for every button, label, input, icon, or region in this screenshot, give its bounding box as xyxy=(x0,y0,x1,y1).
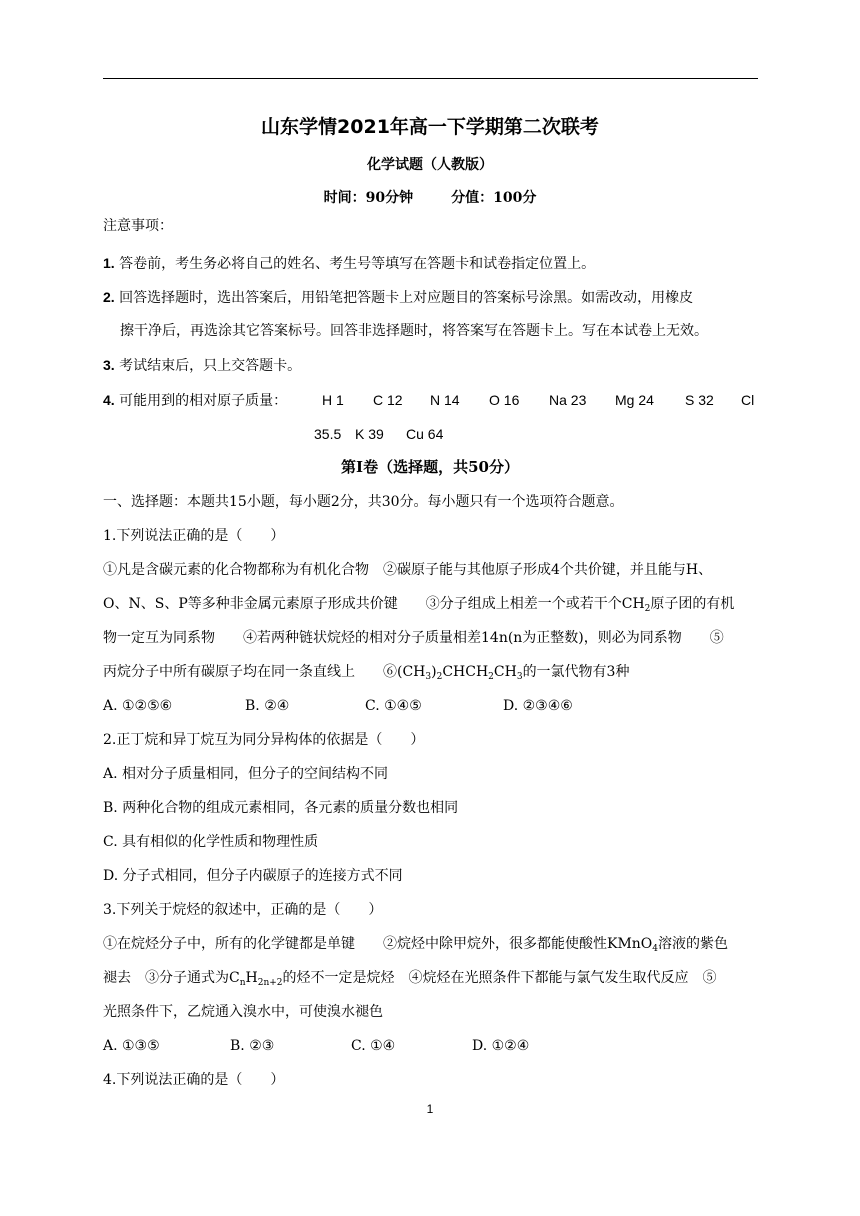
text-run: ) xyxy=(431,664,437,680)
note-1-text: 答卷前，考生务必将自己的姓名、考生号等填写在答题卡和试卷指定位置上。 xyxy=(119,256,596,272)
atomic-mass: Mg 24 xyxy=(615,392,654,408)
option-c: C. ①④ xyxy=(351,1038,396,1054)
question-1-line-2 xyxy=(103,595,734,613)
atomic-mass: S 32 xyxy=(685,392,714,408)
question-3-line-1 xyxy=(103,935,728,953)
text-run: 原子团的有机 xyxy=(650,596,735,612)
text-run: 褪去 ③分子通式为C xyxy=(103,970,240,986)
question-3-options xyxy=(103,1037,529,1055)
subscript: 2 xyxy=(488,672,494,682)
question-1-stem: 1.下列说法正确的是（ ） xyxy=(103,528,285,544)
atomic-mass: Cl xyxy=(741,392,755,408)
note-2-continued: 擦干净后，再选涂其它答案标号。回答非选择题时，将答案写在答题卡上。写在本试卷上无效。 xyxy=(120,323,708,339)
subscript: n xyxy=(239,978,246,988)
question-2-option-c: C. 具有相似的化学性质和物理性质 xyxy=(103,834,319,850)
question-2-option-d: D. 分子式相同，但分子内碳原子的连接方式不同 xyxy=(103,868,403,884)
subscript: 3 xyxy=(425,672,432,682)
text-run: CH xyxy=(493,664,517,680)
atomic-mass: Na 23 xyxy=(549,392,587,408)
text-run: O、N、S、P等多种非金属元素原子形成共价键 ③分子组成上相差一个或若干个CH xyxy=(103,596,645,612)
subscript: 2 xyxy=(644,604,651,614)
option-d: D. ②③④⑥ xyxy=(503,698,573,714)
note-3-number: 3. xyxy=(103,357,115,373)
notes-heading: 注意事项： xyxy=(103,218,173,234)
atomic-mass-row-1 xyxy=(322,391,754,409)
question-3-line-3: 光照条件下，乙烷通入溴水中，可使溴水褪色 xyxy=(103,1004,383,1020)
note-4-number: 4. xyxy=(103,392,115,408)
atomic-mass: K 39 xyxy=(355,426,384,442)
question-2-option-a: A. 相对分子质量相同，但分子的空间结构不同 xyxy=(103,766,389,782)
text-run: H xyxy=(245,970,258,986)
atomic-mass: Cu 64 xyxy=(406,426,444,442)
question-2-stem: 2.正丁烷和异丁烷互为同分异构体的依据是（ ） xyxy=(103,732,425,748)
text-run: ①在烷烃分子中，所有的化学键都是单键 ②烷烃中除甲烷外，很多都能使酸性KMnO xyxy=(103,936,653,952)
subscript: 3 xyxy=(516,672,523,682)
subscript: 2 xyxy=(436,672,443,682)
note-1-number: 1. xyxy=(103,255,115,271)
question-1-line-1: ①凡是含碳元素的化合物都称为有机化合物 ②碳原子能与其他原子形成4个共价键，并且能与H、 xyxy=(103,562,713,578)
exam-info xyxy=(0,189,860,207)
atomic-mass: N 14 xyxy=(430,392,460,408)
text-run: 的烃不一定是烷烃 ④烷烃在光照条件下都能与氯气发生取代反应 ⑤ xyxy=(282,970,717,986)
header-rule xyxy=(103,78,758,79)
exam-time: 时间：90分钟 xyxy=(323,190,414,206)
exam-score: 分值：100分 xyxy=(451,190,537,206)
subscript: 4 xyxy=(652,944,659,954)
note-1 xyxy=(103,254,595,273)
note-3-text: 考试结束后，只上交答题卡。 xyxy=(119,358,302,374)
section-1-title: 第Ⅰ卷（选择题，共50分） xyxy=(341,458,519,476)
exam-title: 山东学情2021年高一下学期第二次联考 xyxy=(261,116,599,138)
question-1-line-3: 物一定互为同系物 ④若两种链状烷烃的相对分子质量相差14n(n为正整数)，则必为同系物 ⑤ xyxy=(103,630,724,646)
option-b: B. ②③ xyxy=(230,1038,275,1054)
subscript: 2n+2 xyxy=(257,978,283,988)
text-run: 的一氯代物有3种 xyxy=(522,664,630,680)
atomic-mass: 35.5 xyxy=(314,426,342,442)
text-run: 溶液的紫色 xyxy=(658,936,729,952)
note-2 xyxy=(103,288,693,307)
option-b: B. ②④ xyxy=(245,698,290,714)
exam-subtitle: 化学试题（人教版） xyxy=(367,157,493,173)
page-number: 1 xyxy=(426,1102,434,1116)
question-1-line-4 xyxy=(103,663,629,681)
note-4 xyxy=(103,391,287,410)
atomic-mass: O 16 xyxy=(489,392,520,408)
option-a: A. ①③⑤ xyxy=(103,1038,160,1054)
atomic-mass: H 1 xyxy=(322,392,344,408)
note-3 xyxy=(103,356,301,375)
option-a: A. ①②⑤⑥ xyxy=(103,698,173,714)
note-2-number: 2. xyxy=(103,289,115,305)
section-1-intro: 一、选择题：本题共15小题，每小题2分，共30分。每小题只有一个选项符合题意。 xyxy=(103,494,624,510)
question-3-stem: 3.下列关于烷烃的叙述中，正确的是（ ） xyxy=(103,902,383,918)
question-2-option-b: B. 两种化合物的组成元素相同，各元素的质量分数也相同 xyxy=(103,800,459,816)
option-d: D. ①②④ xyxy=(472,1038,530,1054)
atomic-mass-row-2 xyxy=(314,425,443,443)
question-1-options xyxy=(103,697,573,715)
note-4-text: 可能用到的相对原子质量： xyxy=(119,393,288,409)
note-2-text: 回答选择题时，选出答案后，用铅笔把答题卡上对应题目的答案标号涂黑。如需改动，用橡皮 xyxy=(119,290,694,306)
text-run: CHCH xyxy=(442,664,489,680)
question-4-stem: 4.下列说法正确的是（ ） xyxy=(103,1072,285,1088)
atomic-mass: C 12 xyxy=(373,392,403,408)
option-c: C. ①④⑤ xyxy=(365,698,422,714)
text-run: 丙烷分子中所有碳原子均在同一条直线上 ⑥(CH xyxy=(103,664,426,680)
question-3-line-2 xyxy=(103,969,717,987)
